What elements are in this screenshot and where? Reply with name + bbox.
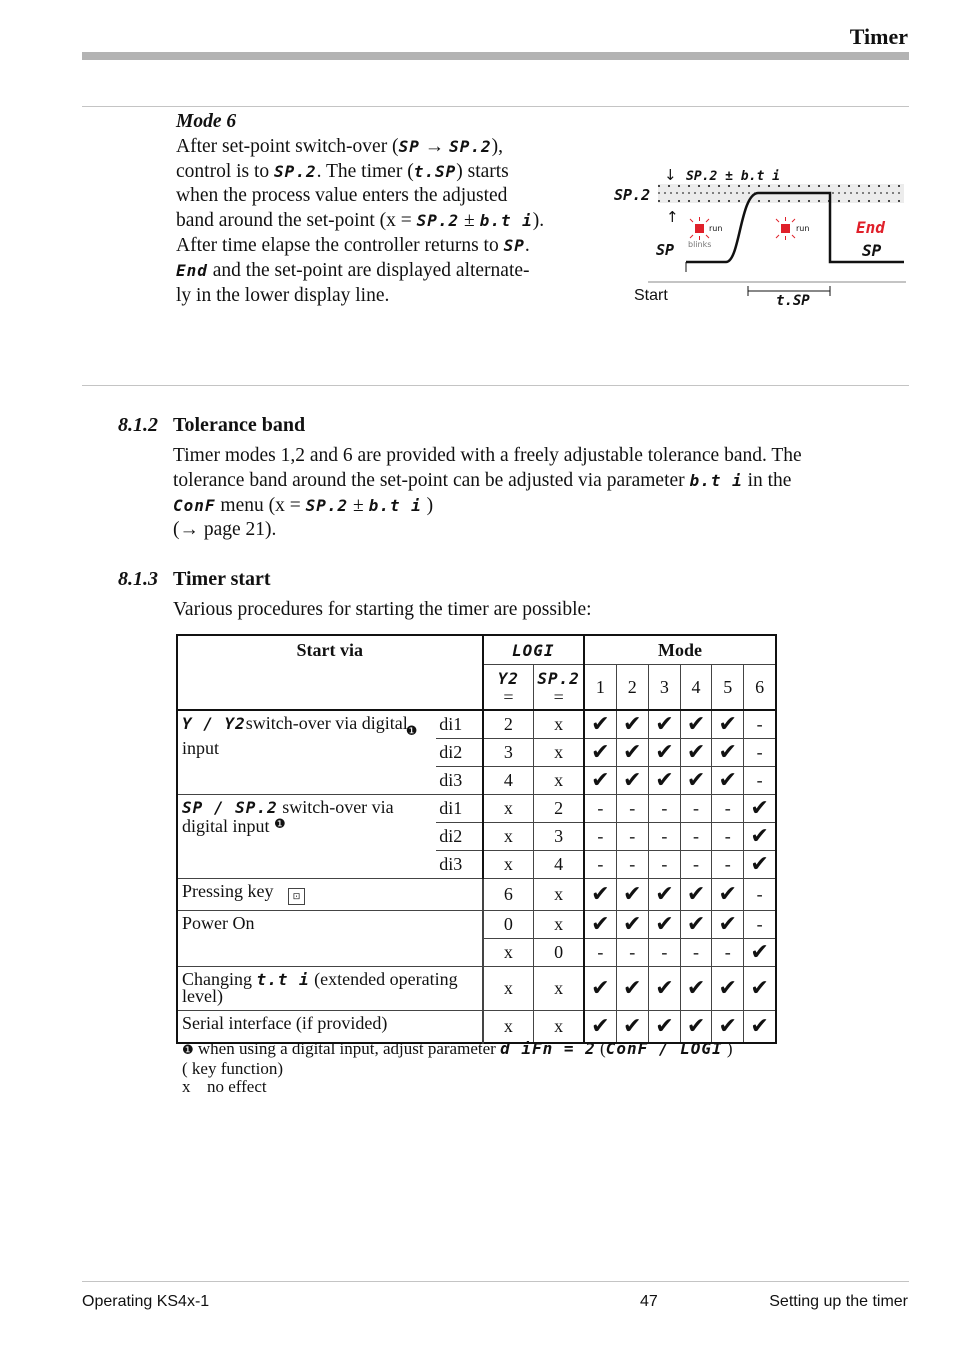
check-icon: ✔ — [648, 967, 680, 1011]
mode-cell: - — [744, 710, 776, 739]
header-mode-3: 3 — [648, 665, 680, 711]
check-icon: ✔ — [648, 879, 680, 911]
mode-cell: - — [616, 795, 648, 823]
row-label: Pressing key ⊡ — [177, 879, 483, 911]
divider-footer — [82, 1281, 909, 1282]
logi-y2-cell: x — [483, 823, 534, 851]
row-label: Changing t.t i (extended operating level) — [177, 967, 483, 1011]
logi-sp2-cell: x — [534, 911, 584, 939]
section-8-1-2-body: Timer modes 1,2 and 6 are provided with a freely adjustable tolerance band. The tolerance band around the set-point can be adjusted via parameter b.t i in the ConF menu (x = SP.2 ± b.t i ) (→ page 21). — [173, 445, 802, 541]
mode-cell: - — [712, 823, 744, 851]
check-icon: ✔ — [712, 710, 744, 739]
divider-top — [82, 106, 909, 107]
check-icon: ✔ — [584, 967, 616, 1011]
row-label: SP / SP.2 switch-over via digital input $^❶$ — [177, 795, 436, 879]
logi-y2-cell: x — [483, 851, 534, 879]
table-row — [177, 967, 776, 1011]
digital-input-cell: di3 — [436, 851, 482, 879]
mode6-title: Mode 6 — [176, 111, 237, 132]
logi-y2-cell: x — [483, 939, 534, 967]
mode-cell: - — [584, 939, 616, 967]
header-mode-2: 2 — [616, 665, 648, 711]
check-icon: ✔ — [584, 1011, 616, 1044]
footnote-marker-icon: ❶ — [182, 1043, 194, 1058]
check-icon: ✔ — [648, 911, 680, 939]
check-icon: ✔ — [584, 911, 616, 939]
logi-y2-cell: x — [483, 1011, 534, 1044]
mode-cell: - — [744, 739, 776, 767]
row-label: Serial interface (if provided) — [177, 1011, 483, 1044]
header-bar — [82, 52, 909, 60]
check-icon: ✔ — [712, 767, 744, 795]
check-icon: ✔ — [648, 739, 680, 767]
header-start-via: Start via — [177, 635, 483, 710]
check-icon: ✔ — [680, 739, 711, 767]
mode-cell: - — [712, 939, 744, 967]
mode6-line2: control is to SP.2. The timer (t.SP) starts — [176, 160, 509, 182]
header-sp2: SP.2 = — [534, 665, 584, 711]
header-mode-5: 5 — [712, 665, 744, 711]
mode-cell: - — [680, 795, 711, 823]
table-row — [177, 879, 776, 911]
check-icon: ✔ — [648, 767, 680, 795]
header-mode-1: 1 — [584, 665, 616, 711]
digital-input-cell: di2 — [436, 739, 482, 767]
logi-sp2-cell: x — [534, 739, 584, 767]
check-icon: ✔ — [680, 1011, 711, 1044]
logi-sp2-cell: 3 — [534, 823, 584, 851]
logi-sp2-cell: x — [534, 967, 584, 1011]
logi-y2-cell: x — [483, 967, 534, 1011]
logi-sp2-cell: x — [534, 710, 584, 739]
footer-left: Operating KS4x-1 — [82, 1293, 210, 1310]
mode-cell: - — [744, 767, 776, 795]
mode-cell: - — [712, 851, 744, 879]
mode-cell: - — [680, 823, 711, 851]
mode-cell: - — [584, 795, 616, 823]
check-icon: ✔ — [616, 911, 648, 939]
mode-cell: - — [616, 939, 648, 967]
digital-input-cell: di1 — [436, 710, 482, 739]
footer-page-number: 47 — [640, 1293, 658, 1310]
mode6-line5: After time elapse the controller returns to SP. — [176, 234, 530, 256]
logi-y2-cell: 6 — [483, 879, 534, 911]
logi-sp2-cell: x — [534, 767, 584, 795]
mode-cell: - — [744, 879, 776, 911]
check-icon: ✔ — [744, 795, 776, 823]
mode-cell: - — [616, 851, 648, 879]
table-row — [177, 795, 776, 823]
sp-label: SP — [656, 241, 675, 259]
blinks-label: blinks — [688, 240, 712, 249]
header-mode-6: 6 — [744, 665, 776, 711]
check-icon: ✔ — [648, 710, 680, 739]
check-icon: ✔ — [616, 767, 648, 795]
mode-cell: - — [744, 911, 776, 939]
section-8-1-3-body: Various procedures for starting the timer are possible: — [173, 599, 592, 620]
mode6-timing-diagram — [608, 160, 908, 310]
run-label-1: run — [709, 224, 723, 233]
check-icon: ✔ — [616, 967, 648, 1011]
logi-sp2-cell: 4 — [534, 851, 584, 879]
mode-cell: - — [584, 823, 616, 851]
end-label: End — [856, 218, 885, 237]
table-row — [177, 911, 776, 939]
logi-y2-cell: 4 — [483, 767, 534, 795]
logi-sp2-cell: x — [534, 879, 584, 911]
tsp-label: t.SP — [776, 293, 810, 309]
footnote-marker-icon: ❶ — [405, 724, 418, 739]
header-y2: Y2 = — [483, 665, 534, 711]
footnote-marker-icon: ❶ — [274, 817, 286, 832]
page-header-title: Timer — [849, 24, 908, 49]
band-label: SP.2 ± b.t i — [686, 169, 780, 184]
row-label: Y / Y2switch-over via digital$_❶$ input — [177, 710, 436, 795]
logi-sp2-cell: 2 — [534, 795, 584, 823]
check-icon: ✔ — [584, 879, 616, 911]
logi-y2-cell: 2 — [483, 710, 534, 739]
mode6-line4: band around the set-point (x = SP.2 ± b.t i). — [176, 210, 545, 232]
check-icon: ✔ — [680, 911, 711, 939]
mode-cell: - — [680, 851, 711, 879]
table-body — [177, 710, 776, 1043]
logi-y2-cell: x — [483, 795, 534, 823]
row-label: Power On — [177, 911, 483, 967]
check-icon: ✔ — [616, 1011, 648, 1044]
mode-cell: - — [680, 939, 711, 967]
mode-cell: - — [648, 939, 680, 967]
mode-cell: - — [648, 795, 680, 823]
mode6-line3: when the process value enters the adjusted — [176, 185, 508, 207]
check-icon: ✔ — [712, 911, 744, 939]
check-icon: ✔ — [744, 967, 776, 1011]
sp-after-label: SP — [862, 241, 882, 260]
mode-cell: - — [712, 795, 744, 823]
digital-input-cell: di2 — [436, 823, 482, 851]
mode6-line7: ly in the lower display line. — [176, 284, 390, 306]
table-footnote: ❶ when using a digital input, adjust parameter d iFn = 2 (ConF / LOGI ) ( key function) x no effect — [182, 1039, 733, 1096]
mode-cell: - — [584, 851, 616, 879]
start-label: Start — [634, 287, 668, 304]
mode6-text — [176, 110, 606, 308]
logi-y2-cell: 0 — [483, 911, 534, 939]
logi-y2-cell: 3 — [483, 739, 534, 767]
check-icon: ✔ — [616, 879, 648, 911]
check-icon: ✔ — [680, 879, 711, 911]
run-label-2: run — [796, 224, 810, 233]
check-icon: ✔ — [744, 939, 776, 967]
digital-input-cell: di1 — [436, 795, 482, 823]
sp2-label: SP.2 — [614, 186, 651, 204]
check-icon: ✔ — [680, 967, 711, 1011]
check-icon: ✔ — [712, 739, 744, 767]
check-icon: ✔ — [584, 767, 616, 795]
mode-cell: - — [648, 823, 680, 851]
check-icon: ✔ — [712, 967, 744, 1011]
check-icon: ✔ — [584, 739, 616, 767]
check-icon: ✔ — [744, 823, 776, 851]
table-row — [177, 710, 776, 739]
header-mode-4: 4 — [680, 665, 711, 711]
logi-sp2-cell: x — [534, 1011, 584, 1044]
mode-cell: - — [648, 851, 680, 879]
divider-middle — [82, 385, 909, 386]
header-mode: Mode — [584, 635, 776, 665]
check-icon: ✔ — [680, 767, 711, 795]
check-icon: ✔ — [744, 1011, 776, 1044]
timer-start-table — [176, 634, 777, 1044]
section-8-1-3-heading: 8.1.3 Timer start — [118, 568, 271, 590]
check-icon: ✔ — [712, 879, 744, 911]
header-logi: LOGI — [483, 635, 585, 665]
check-icon: ✔ — [584, 710, 616, 739]
mode-cell: - — [616, 823, 648, 851]
check-icon: ✔ — [616, 739, 648, 767]
mode6-line1: After set-point switch-over (SP → SP.2), — [176, 135, 503, 157]
section-8-1-2-heading: 8.1.2 Tolerance band — [118, 414, 306, 436]
mode6-line6: End and the set-point are displayed alternate- — [176, 259, 530, 281]
check-icon: ✔ — [712, 1011, 744, 1044]
led-run-icon — [781, 224, 790, 233]
check-icon: ✔ — [616, 710, 648, 739]
arrow-up-icon: ↑ — [666, 208, 679, 226]
check-icon: ✔ — [648, 1011, 680, 1044]
key-icon: ⊡ — [288, 888, 305, 905]
check-icon: ✔ — [680, 710, 711, 739]
logi-sp2-cell: 0 — [534, 939, 584, 967]
check-icon: ✔ — [744, 851, 776, 879]
led-blink-icon — [695, 224, 704, 233]
digital-input-cell: di3 — [436, 767, 482, 795]
footer-right: Setting up the timer — [769, 1293, 908, 1310]
arrow-down-icon: ↓ — [664, 166, 677, 184]
